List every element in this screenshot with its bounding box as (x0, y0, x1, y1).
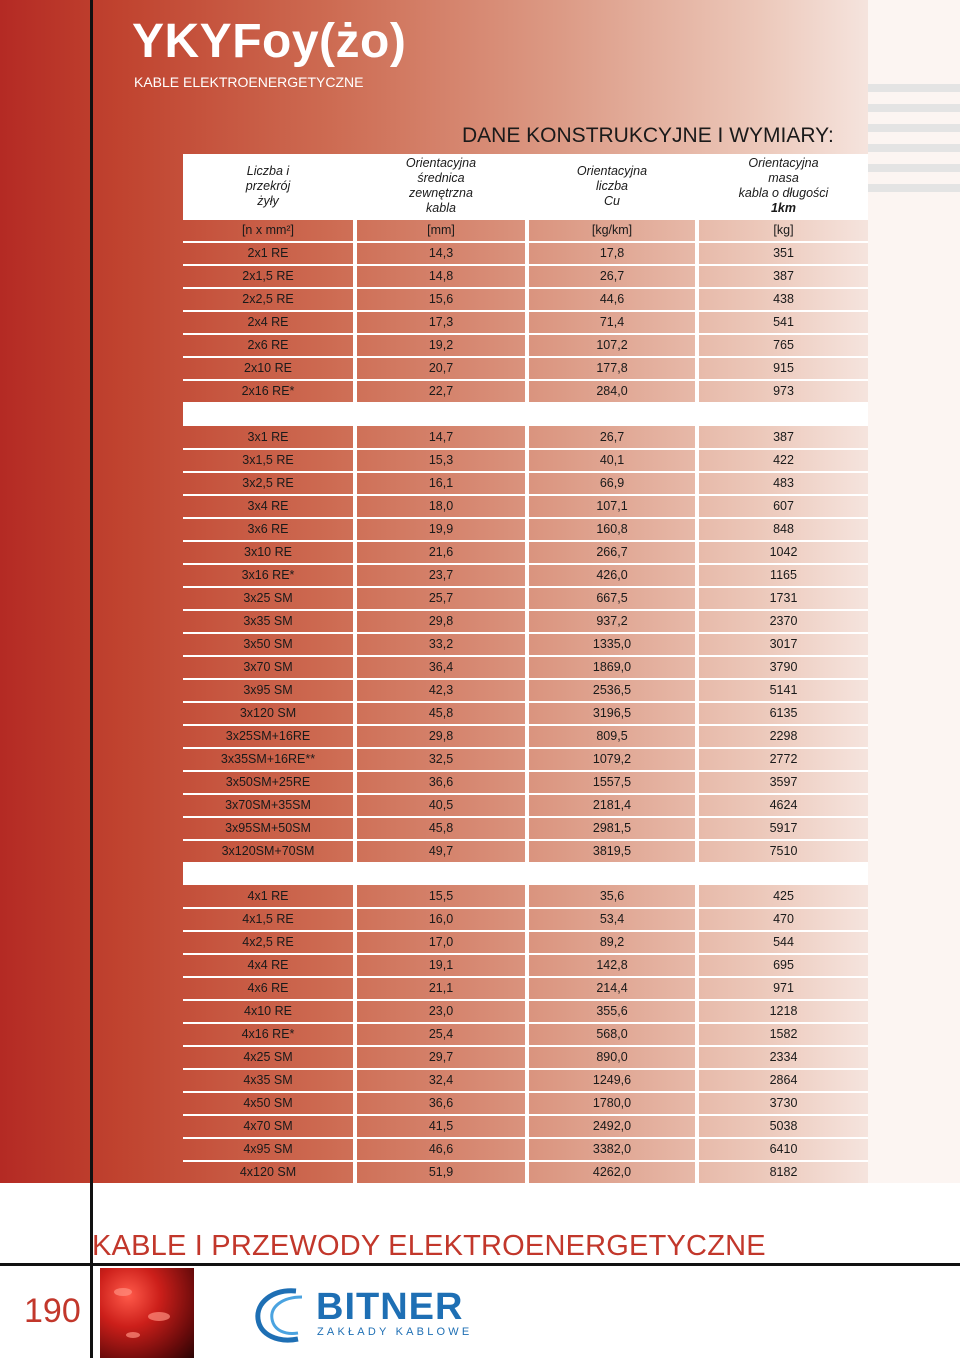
table-cell: 2981,5 (592, 821, 632, 835)
cable-photo (100, 1268, 194, 1358)
row-divider (183, 540, 868, 542)
table-cell: 1218 (769, 1004, 798, 1018)
table-cell: 14,8 (428, 269, 454, 283)
table-cell: 3597 (769, 775, 798, 789)
row-divider (183, 632, 868, 634)
table-cell: 695 (773, 958, 794, 972)
table-cell: 3x70 SM (243, 660, 293, 674)
table-cell: 36,4 (428, 660, 454, 674)
section-title: DANE KONSTRUKCYJNE I WYMIARY: (462, 124, 834, 147)
table-cell: 25,4 (428, 1027, 454, 1041)
table-cell: 438 (773, 292, 794, 306)
table-cell: 1582 (769, 1027, 798, 1041)
table-cell: 41,5 (428, 1119, 454, 1133)
table-cell: 607 (773, 499, 794, 513)
table-cell: 355,6 (596, 1004, 628, 1018)
row-divider (183, 609, 868, 611)
horizontal-rule (0, 1263, 960, 1266)
column-divider (353, 154, 357, 1183)
table-cell: 3x10 RE (244, 545, 292, 559)
table-cell: 3x95 SM (243, 683, 293, 697)
row-divider (183, 999, 868, 1001)
table-cell: 177,8 (596, 361, 628, 375)
table-cell: 387 (773, 269, 794, 283)
table-cell: 667,5 (596, 591, 628, 605)
table-cell: 5038 (769, 1119, 798, 1133)
table-cell: 1557,5 (592, 775, 632, 789)
row-divider (183, 839, 868, 841)
table-cell: 4x1,5 RE (242, 912, 294, 926)
table-cell: 42,3 (428, 683, 454, 697)
table-cell: 3x95SM+50SM (225, 821, 311, 835)
table-cell: 18,0 (428, 499, 454, 513)
table-cell: 5141 (769, 683, 798, 697)
table-cell: [kg/km] (591, 223, 633, 237)
table-cell: 483 (773, 476, 794, 490)
table-cell: 21,1 (428, 981, 454, 995)
table-cell: 2536,5 (592, 683, 632, 697)
table-cell: 3x16 RE* (241, 568, 295, 582)
table-cell: 3017 (769, 637, 798, 651)
row-divider (183, 379, 868, 381)
table-cell: 3196,5 (592, 706, 632, 720)
table-cell: 15,6 (428, 292, 454, 306)
table-cell: 937,2 (596, 614, 628, 628)
table-cell: 17,8 (599, 246, 625, 260)
row-divider (183, 1022, 868, 1024)
row-divider (183, 724, 868, 726)
table-cell: 17,3 (428, 315, 454, 329)
table-cell: 3x2,5 RE (242, 476, 294, 490)
table-cell: 422 (773, 453, 794, 467)
table-cell: 49,7 (428, 844, 454, 858)
table-cell: 848 (773, 522, 794, 536)
table-cell: 2772 (769, 752, 798, 766)
column-header-mass: Orientacyjna masa kabla o długości 1km (699, 154, 868, 218)
column-divider (695, 154, 699, 1183)
table-cell: 6410 (769, 1142, 798, 1156)
page-subtitle: KABLE ELEKTROENERGETYCZNE (134, 74, 364, 90)
table-cell: 4x4 RE (247, 958, 289, 972)
table-cell: 16,0 (428, 912, 454, 926)
table-cell: 3x1,5 RE (242, 453, 294, 467)
table-cell: 4x1 RE (247, 889, 289, 903)
table-cell: 2864 (769, 1073, 798, 1087)
row-divider (183, 1114, 868, 1116)
table-cell: 2x4 RE (247, 315, 289, 329)
table-cell: 1165 (770, 568, 797, 582)
row-divider (183, 563, 868, 565)
table-cell: 71,4 (599, 315, 625, 329)
table-cell: 29,7 (428, 1050, 454, 1064)
table-cell: 160,8 (596, 522, 628, 536)
row-divider (183, 793, 868, 795)
table-cell: 3x25 SM (243, 591, 293, 605)
page-number: 190 (24, 1292, 81, 1330)
row-divider (183, 747, 868, 749)
table-cell: 4262,0 (592, 1165, 632, 1179)
row-divider (183, 241, 868, 243)
column-header-copper: Orientacyjna liczba Cu (529, 154, 695, 218)
table-cell: 66,9 (599, 476, 625, 490)
table-cell: 3x70SM+35SM (225, 798, 311, 812)
vertical-rule (90, 0, 93, 1358)
table-cell: 16,1 (428, 476, 454, 490)
table-cell: 23,0 (428, 1004, 454, 1018)
column-header-diameter: Orientacyjna średnica zewnętrzna kabla (357, 154, 525, 218)
table-cell: 2181,4 (592, 798, 632, 812)
table-cell: 3790 (769, 660, 798, 674)
table-cell: 26,7 (599, 430, 625, 444)
corner-stripes (868, 84, 960, 204)
table-cell: 32,5 (428, 752, 454, 766)
table-cell: 971 (773, 981, 794, 995)
row-divider (183, 816, 868, 818)
table-cell: 3x25SM+16RE (225, 729, 311, 743)
table-cell: 40,1 (599, 453, 625, 467)
table-cell: 7510 (769, 844, 798, 858)
table-cell: 15,3 (428, 453, 454, 467)
table-cell: 46,6 (428, 1142, 454, 1156)
table-cell: 3x120SM+70SM (221, 844, 315, 858)
table-cell: 40,5 (428, 798, 454, 812)
row-divider (183, 930, 868, 932)
table-cell: 4x6 RE (247, 981, 289, 995)
table-cell: 21,6 (428, 545, 454, 559)
table-cell: 541 (773, 315, 794, 329)
table-cell: 44,6 (599, 292, 625, 306)
table-cell: 2x2,5 RE (242, 292, 294, 306)
row-divider (183, 264, 868, 266)
table-cell: 4x70 SM (243, 1119, 293, 1133)
table-cell: 3x50SM+25RE (225, 775, 311, 789)
table-cell: 15,5 (428, 889, 454, 903)
column-header-cross-section: Liczba i przekrój żyły (183, 154, 353, 218)
table-cell: 19,2 (428, 338, 454, 352)
table-cell: 2492,0 (592, 1119, 632, 1133)
table-cell: 284,0 (596, 384, 628, 398)
column-divider (525, 154, 529, 1183)
table-cell: 45,8 (428, 706, 454, 720)
table-cell: 4x16 RE* (241, 1027, 295, 1041)
table-cell: [n x mm²] (241, 223, 295, 237)
table-cell: 29,8 (428, 729, 454, 743)
table-cell: 544 (773, 935, 794, 949)
row-divider (183, 1068, 868, 1070)
row-divider (183, 655, 868, 657)
table-cell: 2370 (769, 614, 798, 628)
group-gap (183, 404, 868, 426)
table-cell: 2x16 RE* (241, 384, 295, 398)
row-divider (183, 494, 868, 496)
row-divider (183, 953, 868, 955)
row-divider (183, 1045, 868, 1047)
table-cell: 19,9 (428, 522, 454, 536)
row-divider (183, 1160, 868, 1162)
table-cell: 36,6 (428, 1096, 454, 1110)
table-cell: 1731 (769, 591, 798, 605)
table-cell: 23,7 (428, 568, 454, 582)
row-divider (183, 1137, 868, 1139)
table-cell: 35,6 (599, 889, 625, 903)
table-cell: 1335,0 (592, 637, 632, 651)
table-cell: 8182 (769, 1165, 798, 1179)
table-cell: 1249,6 (592, 1073, 632, 1087)
table-cell: 3x1 RE (247, 430, 289, 444)
table-cell: 17,0 (428, 935, 454, 949)
table-cell: 4x50 SM (243, 1096, 293, 1110)
table-cell: 32,4 (428, 1073, 454, 1087)
logo-wordmark: BITNER (316, 1286, 464, 1328)
table-cell: 51,9 (428, 1165, 454, 1179)
table-cell: 765 (773, 338, 794, 352)
table-cell: 4x2,5 RE (242, 935, 294, 949)
table-cell: 5917 (769, 821, 798, 835)
table-cell: 3382,0 (592, 1142, 632, 1156)
table-cell: 809,5 (596, 729, 628, 743)
table-cell: 2x10 RE (244, 361, 292, 375)
table-cell: 142,8 (596, 958, 628, 972)
table-cell: 3x6 RE (247, 522, 289, 536)
table-cell: 107,2 (596, 338, 628, 352)
table-cell: 2x1 RE (247, 246, 289, 260)
table-cell: 426,0 (596, 568, 628, 582)
table-cell: 19,1 (428, 958, 454, 972)
table-cell: 107,1 (596, 499, 628, 513)
table-cell: 29,8 (428, 614, 454, 628)
row-divider (183, 471, 868, 473)
table-cell: 1042 (769, 545, 798, 559)
table-cell: 4x95 SM (243, 1142, 293, 1156)
table-cell: 3x50 SM (243, 637, 293, 651)
table-cell: 4624 (769, 798, 798, 812)
table-cell: 3x35SM+16RE** (220, 752, 316, 766)
table-cell: 89,2 (599, 935, 625, 949)
row-divider (183, 1091, 868, 1093)
table-cell: 425 (773, 889, 794, 903)
row-divider (183, 287, 868, 289)
page-title: YKYFoy(żo) (132, 15, 407, 68)
table-cell: 1079,2 (592, 752, 632, 766)
table-cell: [kg] (773, 223, 794, 237)
table-cell: 2298 (769, 729, 798, 743)
table-cell: 53,4 (599, 912, 625, 926)
table-cell: 26,7 (599, 269, 625, 283)
table-cell: 3x120 SM (239, 706, 297, 720)
table-cell: 14,7 (428, 430, 454, 444)
row-divider (183, 517, 868, 519)
table-cell: 1869,0 (592, 660, 632, 674)
table-cell: 45,8 (428, 821, 454, 835)
row-divider (183, 586, 868, 588)
table-cell: 266,7 (596, 545, 628, 559)
table-cell: 3730 (769, 1096, 798, 1110)
logo-tagline: ZAKŁADY KABLOWE (317, 1326, 473, 1338)
table-cell: 3819,5 (592, 844, 632, 858)
row-divider (183, 907, 868, 909)
table-cell: 973 (773, 384, 794, 398)
table-cell: [mm] (427, 223, 455, 237)
footer-title: KABLE I PRZEWODY ELEKTROENERGETYCZNE (92, 1230, 766, 1262)
table-cell: 3x35 SM (243, 614, 293, 628)
row-divider (183, 333, 868, 335)
row-divider (183, 218, 868, 220)
row-divider (183, 1183, 868, 1185)
row-divider (183, 701, 868, 703)
row-divider (183, 678, 868, 680)
table-cell: 890,0 (596, 1050, 628, 1064)
table-cell: 915 (773, 361, 794, 375)
table-cell: 1780,0 (592, 1096, 632, 1110)
row-divider (183, 976, 868, 978)
table-cell: 33,2 (428, 637, 454, 651)
table-cell: 25,7 (428, 591, 454, 605)
table-cell: 4x25 SM (243, 1050, 293, 1064)
table-cell: 351 (773, 246, 794, 260)
table-cell: 568,0 (596, 1027, 628, 1041)
table-cell: 6135 (769, 706, 798, 720)
table-cell: 4x120 SM (239, 1165, 297, 1179)
table-cell: 387 (773, 430, 794, 444)
table-cell: 4x35 SM (243, 1073, 293, 1087)
table-cell: 2x6 RE (247, 338, 289, 352)
table-cell: 22,7 (428, 384, 454, 398)
group-gap (183, 863, 868, 885)
row-divider (183, 770, 868, 772)
table-cell: 2334 (769, 1050, 798, 1064)
table-cell: 36,6 (428, 775, 454, 789)
row-divider (183, 310, 868, 312)
table-cell: 214,4 (596, 981, 628, 995)
table-cell: 2x1,5 RE (242, 269, 294, 283)
table-cell: 14,3 (428, 246, 454, 260)
table-cell: 3x4 RE (247, 499, 289, 513)
row-divider (183, 356, 868, 358)
row-divider (183, 448, 868, 450)
table-cell: 4x10 RE (244, 1004, 292, 1018)
table-cell: 470 (773, 912, 794, 926)
table-cell: 20,7 (428, 361, 454, 375)
